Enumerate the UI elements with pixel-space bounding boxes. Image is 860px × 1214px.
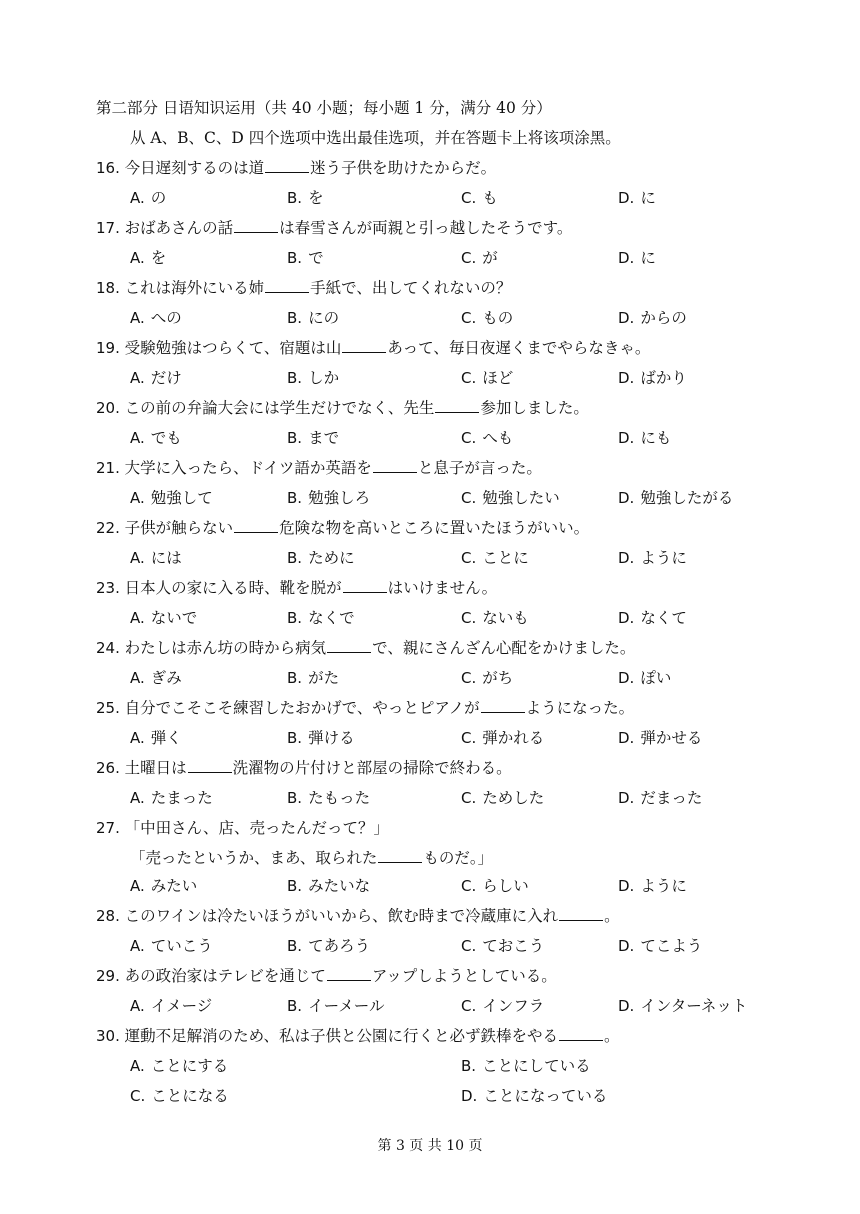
option-a[interactable] bbox=[130, 788, 213, 808]
option-text: たまった bbox=[150, 789, 213, 807]
answer-blank bbox=[188, 758, 232, 773]
option-letter: A. bbox=[130, 189, 145, 207]
option-b[interactable] bbox=[287, 248, 324, 268]
option-d[interactable] bbox=[618, 248, 656, 268]
option-letter: A. bbox=[130, 309, 145, 327]
option-text: ためした bbox=[482, 789, 545, 807]
option-d[interactable] bbox=[461, 1086, 607, 1106]
option-text: ぽい bbox=[640, 669, 672, 687]
question-number: 17. bbox=[96, 219, 125, 237]
option-letter: A. bbox=[130, 669, 145, 687]
option-letter: D. bbox=[618, 937, 635, 955]
option-text: イメージ bbox=[150, 997, 213, 1015]
answer-blank bbox=[265, 278, 309, 293]
option-c[interactable] bbox=[461, 548, 529, 568]
option-text: みたいな bbox=[308, 877, 371, 895]
option-letter: B. bbox=[287, 789, 303, 807]
stem-text: この前の弁論大会には学生だけでなく、先生 bbox=[124, 399, 435, 417]
answer-blank bbox=[435, 398, 479, 413]
option-text: てあろう bbox=[308, 937, 371, 955]
stem-text: わたしは赤ん坊の時から病気 bbox=[124, 639, 327, 657]
option-letter: A. bbox=[130, 489, 145, 507]
option-a[interactable] bbox=[130, 728, 182, 748]
option-b[interactable] bbox=[287, 428, 339, 448]
option-b[interactable] bbox=[287, 488, 370, 508]
option-text: ことに bbox=[482, 549, 529, 567]
question-number: 20. bbox=[96, 399, 125, 417]
option-text: がた bbox=[308, 669, 340, 687]
option-text: しか bbox=[308, 369, 340, 387]
answer-blank bbox=[559, 906, 603, 921]
question-stem bbox=[96, 278, 511, 298]
option-text: ないも bbox=[482, 609, 529, 627]
stem-text: 子供が触らない bbox=[124, 519, 234, 537]
option-text: ておこう bbox=[482, 937, 545, 955]
option-letter: A. bbox=[130, 937, 145, 955]
option-letter: C. bbox=[461, 429, 477, 447]
option-c[interactable] bbox=[461, 608, 529, 628]
answer-blank bbox=[234, 218, 278, 233]
option-b[interactable] bbox=[287, 876, 370, 896]
option-a[interactable] bbox=[130, 188, 166, 208]
option-text: には bbox=[150, 549, 182, 567]
option-d[interactable] bbox=[618, 876, 687, 896]
stem-text: おばあさんの話 bbox=[124, 219, 234, 237]
option-letter: D. bbox=[618, 729, 635, 747]
option-a[interactable] bbox=[130, 308, 182, 328]
question-number: 25. bbox=[96, 699, 125, 717]
option-a[interactable] bbox=[130, 548, 182, 568]
option-letter: C. bbox=[461, 369, 477, 387]
option-text: ほど bbox=[482, 369, 514, 387]
answer-blank bbox=[234, 518, 278, 533]
stem-text: は春雪さんが両親と引っ越したそうです。 bbox=[279, 219, 573, 237]
option-text: ていこう bbox=[150, 937, 213, 955]
question-number: 29. bbox=[96, 967, 125, 985]
option-c[interactable] bbox=[461, 248, 498, 268]
option-letter: C. bbox=[461, 937, 477, 955]
option-text: を bbox=[308, 189, 324, 207]
option-letter: A. bbox=[130, 429, 145, 447]
option-b[interactable] bbox=[287, 548, 355, 568]
option-text: ように bbox=[640, 877, 687, 895]
option-letter: B. bbox=[287, 489, 303, 507]
option-text: まで bbox=[308, 429, 340, 447]
answer-blank bbox=[559, 1026, 603, 1041]
option-text: ことになる bbox=[151, 1087, 229, 1105]
option-letter: B. bbox=[287, 609, 303, 627]
option-a[interactable] bbox=[130, 368, 182, 388]
option-text: ために bbox=[308, 549, 355, 567]
option-a[interactable] bbox=[130, 428, 182, 448]
stem-text: 。 bbox=[604, 907, 620, 925]
stem-text: これは海外にいる姉 bbox=[124, 279, 265, 297]
stem-text: 危険な物を高いところに置いたほうがいい。 bbox=[279, 519, 590, 537]
option-d[interactable] bbox=[618, 788, 702, 808]
stem-text: 洗濯物の片付けと部屋の掃除で終わる。 bbox=[232, 759, 512, 777]
question-stem bbox=[96, 966, 557, 986]
option-a[interactable] bbox=[130, 1056, 228, 1076]
question-stem bbox=[96, 518, 589, 538]
option-text: も bbox=[482, 189, 498, 207]
option-c[interactable] bbox=[461, 428, 513, 448]
option-letter: B. bbox=[287, 549, 303, 567]
option-b[interactable] bbox=[287, 608, 355, 628]
option-text: ことになっている bbox=[483, 1087, 608, 1105]
option-text: 勉強したい bbox=[482, 489, 560, 507]
answer-blank bbox=[327, 638, 371, 653]
question-number: 24. bbox=[96, 639, 125, 657]
option-letter: A. bbox=[130, 369, 145, 387]
question-number: 22. bbox=[96, 519, 125, 537]
question-stem bbox=[96, 906, 620, 926]
stem-text: と息子が言った。 bbox=[417, 459, 542, 477]
option-d[interactable] bbox=[618, 668, 671, 688]
option-text: にの bbox=[308, 309, 340, 327]
question-stem bbox=[96, 698, 634, 718]
option-letter: B. bbox=[287, 937, 303, 955]
option-d[interactable] bbox=[618, 428, 671, 448]
question-stem bbox=[96, 638, 635, 658]
option-letter: C. bbox=[461, 489, 477, 507]
option-b[interactable] bbox=[287, 668, 339, 688]
option-letter: A. bbox=[130, 789, 145, 807]
question-stem bbox=[96, 218, 572, 238]
option-d[interactable] bbox=[618, 608, 687, 628]
option-c[interactable] bbox=[461, 308, 513, 328]
stem-text: ものだ。」 bbox=[423, 849, 494, 867]
option-a[interactable] bbox=[130, 248, 166, 268]
option-text: なくて bbox=[640, 609, 687, 627]
option-letter: D. bbox=[618, 877, 635, 895]
answer-blank bbox=[342, 338, 386, 353]
option-c[interactable] bbox=[461, 876, 529, 896]
option-letter: C. bbox=[461, 549, 477, 567]
question-number: 26. bbox=[96, 759, 125, 777]
question-number: 19. bbox=[96, 339, 125, 357]
stem-text: 大学に入ったら、ドイツ語か英語を bbox=[124, 459, 372, 477]
option-text: にも bbox=[640, 429, 672, 447]
option-letter: B. bbox=[287, 877, 303, 895]
page-footer: 第 3 页 共 10 页 bbox=[377, 1138, 483, 1154]
option-letter: D. bbox=[618, 429, 635, 447]
option-c[interactable] bbox=[461, 488, 560, 508]
option-d[interactable] bbox=[618, 488, 733, 508]
option-a[interactable] bbox=[130, 936, 213, 956]
option-c[interactable] bbox=[461, 668, 513, 688]
question-stem bbox=[96, 818, 389, 838]
option-letter: D. bbox=[618, 249, 635, 267]
option-text: イーメール bbox=[308, 997, 385, 1015]
option-letter: D. bbox=[618, 609, 635, 627]
option-letter: D. bbox=[618, 369, 635, 387]
question-number: 28. bbox=[96, 907, 125, 925]
stem-text: 。 bbox=[604, 1027, 620, 1045]
option-text: がち bbox=[482, 669, 514, 687]
answer-blank bbox=[265, 158, 309, 173]
option-letter: B. bbox=[287, 309, 303, 327]
option-text: だまった bbox=[640, 789, 703, 807]
option-text: ことにする bbox=[150, 1057, 229, 1075]
option-c[interactable] bbox=[130, 1086, 229, 1106]
option-letter: B. bbox=[287, 729, 303, 747]
option-b[interactable] bbox=[287, 368, 339, 388]
option-letter: A. bbox=[130, 997, 145, 1015]
option-d[interactable] bbox=[618, 188, 656, 208]
option-b[interactable] bbox=[287, 308, 339, 328]
option-letter: C. bbox=[461, 789, 477, 807]
option-text: だけ bbox=[150, 369, 182, 387]
stem-text: 土曜日は bbox=[124, 759, 187, 777]
option-letter: D. bbox=[618, 549, 635, 567]
question-number: 16. bbox=[96, 159, 125, 177]
option-text: の bbox=[150, 189, 167, 207]
option-letter: D. bbox=[618, 309, 635, 327]
question-stem bbox=[96, 458, 542, 478]
option-letter: A. bbox=[130, 729, 145, 747]
option-c[interactable] bbox=[461, 728, 544, 748]
option-b[interactable] bbox=[287, 728, 355, 748]
option-letter: A. bbox=[130, 609, 145, 627]
stem-text: 自分でこそこそ練習したおかげで、やっとピアノが bbox=[124, 699, 480, 717]
option-text: からの bbox=[640, 309, 687, 327]
question-stem bbox=[96, 578, 497, 598]
option-a[interactable] bbox=[130, 668, 182, 688]
question-stem bbox=[96, 338, 650, 358]
option-c[interactable] bbox=[461, 996, 544, 1016]
question-stem bbox=[96, 1026, 620, 1046]
option-text: たもった bbox=[308, 789, 371, 807]
option-text: ように bbox=[640, 549, 687, 567]
option-b[interactable] bbox=[287, 788, 370, 808]
option-letter: C. bbox=[461, 309, 477, 327]
section-instruction: 从 A、B、C、D 四个选项中选出最佳选项，并在答题卡上将该项涂黑。 bbox=[130, 129, 621, 147]
option-text: 勉強して bbox=[150, 489, 213, 507]
option-text: ぎみ bbox=[150, 669, 182, 687]
option-text: ないで bbox=[150, 609, 198, 627]
option-letter: A. bbox=[130, 549, 145, 567]
option-a[interactable] bbox=[130, 996, 212, 1016]
option-b[interactable] bbox=[287, 188, 324, 208]
stem-text: 「中田さん、店、売ったんだって？」 bbox=[124, 819, 390, 837]
answer-blank bbox=[373, 458, 417, 473]
option-text: でも bbox=[150, 429, 182, 447]
option-b[interactable] bbox=[287, 936, 370, 956]
option-letter: C. bbox=[461, 609, 477, 627]
option-text: で bbox=[308, 249, 324, 267]
option-text: らしい bbox=[482, 877, 529, 895]
option-letter: A. bbox=[130, 249, 145, 267]
option-a[interactable] bbox=[130, 608, 197, 628]
option-b[interactable] bbox=[287, 996, 384, 1016]
option-text: 弾かれる bbox=[482, 729, 545, 747]
stem-text: このワインは冷たいほうがいいから、飲む時まで冷蔵庫に入れ bbox=[124, 907, 559, 925]
option-d[interactable] bbox=[618, 548, 687, 568]
option-text: 弾かせる bbox=[640, 729, 703, 747]
answer-blank bbox=[343, 578, 387, 593]
option-letter: B. bbox=[287, 249, 303, 267]
stem-text: アップしようとしている。 bbox=[371, 967, 557, 985]
option-d[interactable] bbox=[618, 308, 687, 328]
stem-text: ようになった。 bbox=[525, 699, 635, 717]
stem-text: あって、毎日夜遅くまでやらなきゃ。 bbox=[387, 339, 651, 357]
option-c[interactable] bbox=[461, 936, 544, 956]
section-title: 第二部分 日语知识运用（共 40 小题；每小题 1 分，满分 40 分） bbox=[96, 99, 552, 117]
stem-text: 参加しました。 bbox=[480, 399, 589, 417]
stem-text: はいけません。 bbox=[387, 579, 498, 597]
option-d[interactable] bbox=[618, 368, 687, 388]
option-letter: B. bbox=[287, 669, 303, 687]
option-text: ことにしている bbox=[482, 1057, 591, 1075]
option-letter: D. bbox=[618, 669, 635, 687]
question-stem bbox=[96, 158, 496, 178]
option-letter: D. bbox=[618, 489, 635, 507]
option-text: みたい bbox=[150, 877, 198, 895]
option-d[interactable] bbox=[618, 996, 747, 1016]
question-number: 21. bbox=[96, 459, 125, 477]
option-letter: C. bbox=[461, 997, 477, 1015]
option-d[interactable] bbox=[618, 728, 702, 748]
option-letter: C. bbox=[461, 729, 477, 747]
option-text: 弾ける bbox=[308, 729, 355, 747]
option-letter: D. bbox=[461, 1087, 478, 1105]
option-letter: C. bbox=[461, 249, 477, 267]
option-text: なくで bbox=[308, 609, 355, 627]
stem-text: 日本人の家に入る時、靴を脱が bbox=[124, 579, 342, 597]
option-letter: B. bbox=[287, 369, 303, 387]
question-number: 23. bbox=[96, 579, 125, 597]
option-letter: A. bbox=[130, 1057, 145, 1075]
stem-text: 今日遅刻するのは道 bbox=[124, 159, 265, 177]
option-letter: B. bbox=[287, 997, 303, 1015]
option-c[interactable] bbox=[461, 368, 513, 388]
option-text: が bbox=[482, 249, 498, 267]
stem-text: あの政治家はテレビを通じて bbox=[124, 967, 326, 985]
question-stem bbox=[96, 398, 589, 418]
option-letter: A. bbox=[130, 877, 145, 895]
option-text: インフラ bbox=[482, 997, 545, 1015]
option-letter: D. bbox=[618, 997, 635, 1015]
question-number: 30. bbox=[96, 1027, 125, 1045]
option-letter: C. bbox=[461, 877, 477, 895]
option-letter: B. bbox=[287, 189, 303, 207]
option-letter: C. bbox=[461, 189, 477, 207]
option-text: インターネット bbox=[640, 997, 748, 1015]
option-letter: D. bbox=[618, 189, 635, 207]
option-text: てこよう bbox=[640, 937, 703, 955]
option-letter: D. bbox=[618, 789, 635, 807]
question-number: 18. bbox=[96, 279, 125, 297]
stem-text: 「売ったというか、まあ、取られた bbox=[130, 849, 378, 867]
option-text: ばかり bbox=[640, 369, 687, 387]
option-letter: B. bbox=[461, 1057, 477, 1075]
option-c[interactable] bbox=[461, 788, 544, 808]
option-text: を bbox=[150, 249, 167, 267]
option-text: 勉強したがる bbox=[640, 489, 734, 507]
option-d[interactable] bbox=[618, 936, 702, 956]
option-text: に bbox=[640, 249, 656, 267]
stem-text: 受験勉強はつらくて、宿題は山 bbox=[124, 339, 342, 357]
stem-text: で、親にさんざん心配をかけました。 bbox=[372, 639, 636, 657]
option-letter: B. bbox=[287, 429, 303, 447]
option-text: 弾く bbox=[150, 729, 182, 747]
answer-blank bbox=[378, 848, 422, 863]
option-b[interactable] bbox=[461, 1056, 591, 1076]
option-text: に bbox=[640, 189, 656, 207]
option-text: 勉強しろ bbox=[308, 489, 371, 507]
stem-text: 運動不足解消のため、私は子供と公園に行くと必ず鉄棒をやる bbox=[124, 1027, 559, 1045]
option-a[interactable] bbox=[130, 488, 213, 508]
answer-blank bbox=[481, 698, 525, 713]
option-a[interactable] bbox=[130, 876, 197, 896]
option-text: への bbox=[150, 309, 182, 327]
question-number: 27. bbox=[96, 819, 125, 837]
option-text: へも bbox=[482, 429, 514, 447]
stem-text: 手紙で、出してくれないの？ bbox=[310, 279, 512, 297]
option-letter: C. bbox=[130, 1087, 146, 1105]
answer-blank bbox=[327, 966, 371, 981]
option-c[interactable] bbox=[461, 188, 498, 208]
stem-text: 迷う子供を助けたからだ。 bbox=[310, 159, 497, 177]
option-letter: C. bbox=[461, 669, 477, 687]
option-text: もの bbox=[482, 309, 514, 327]
question-stem-line2 bbox=[130, 848, 493, 868]
question-stem bbox=[96, 758, 512, 778]
